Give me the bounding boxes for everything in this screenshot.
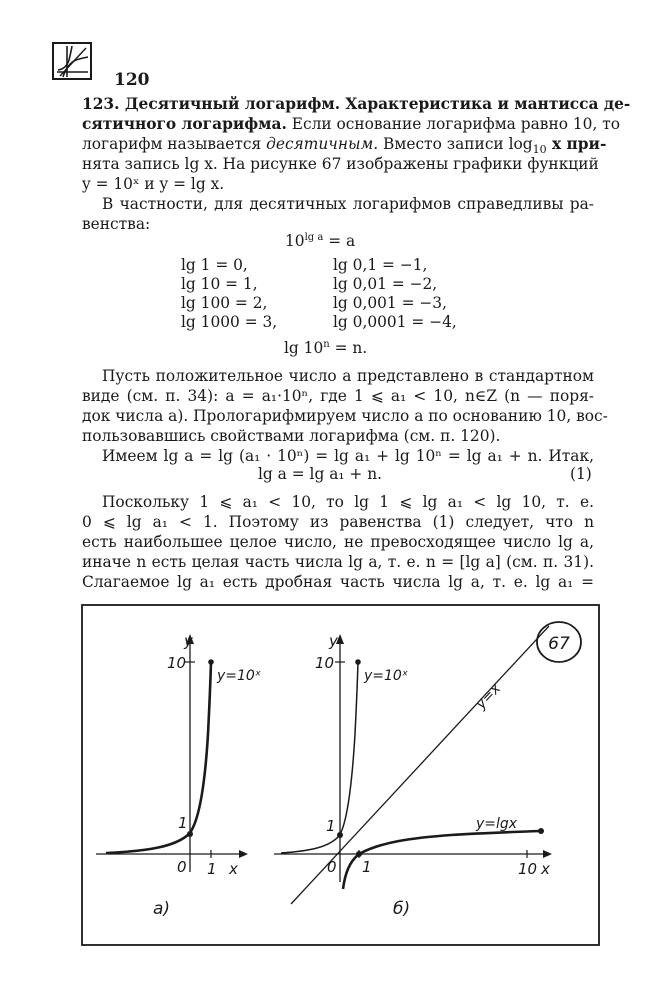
para4-text: Имеем lg a = lg (a₁ · 10ⁿ) = lg a₁ + lg 10ⁿ = lg a₁ + n. Итак, xyxy=(102,447,594,465)
right-x-axis-label: x xyxy=(541,860,550,878)
intro-text: Если основание логарифма равно 10, то xyxy=(286,115,621,133)
left-tick-x-1-label: 1 xyxy=(207,860,217,878)
eq-exponent: lg a xyxy=(304,232,324,243)
left-point-1-10 xyxy=(208,659,214,665)
right-origin-label: 0 xyxy=(327,858,337,876)
para4-line-1 xyxy=(82,446,594,466)
para5-line-2: 0 ⩽ lg a₁ < 1. Поэтому из равенства (1) следует, что n xyxy=(82,513,594,531)
right-line-label: y=x xyxy=(473,680,505,713)
para5-line-5: Слагаемое lg a₁ есть дробная часть числа lg a, т. е. lg a₁ = xyxy=(82,573,594,591)
eq-rest: = a xyxy=(323,232,356,251)
right-x-arrow-icon xyxy=(543,850,552,858)
para2-line-2: венства: xyxy=(82,215,151,233)
left-x-axis-label: x xyxy=(229,860,238,878)
left-point-0-1 xyxy=(187,831,193,837)
eq-exponent: n xyxy=(323,339,330,350)
para5-line-1 xyxy=(82,492,594,512)
para5-text: Поскольку 1 ⩽ a₁ < 10, то lg 1 ⩽ lg a₁ < lg 10, т. е. xyxy=(102,493,594,511)
right-tick-y-1-label: 1 xyxy=(326,817,336,835)
left-tick-y-10-label: 10 xyxy=(167,654,187,672)
right-y-axis-label: y xyxy=(329,632,338,650)
eq-left-3: lg 100 = 2, xyxy=(181,294,268,312)
formula-1: lg a = lg a₁ + n. xyxy=(258,465,383,483)
para2-line-1 xyxy=(82,194,594,214)
right-point-1-10 xyxy=(355,659,361,665)
right-curve-10x xyxy=(281,662,358,853)
para3-line-3: док числа a). Прологарифмируем число a по основанию 10, вос- xyxy=(82,407,608,425)
eq-left-2: lg 10 = 1, xyxy=(181,275,258,293)
right-curve-lgx-label: y=lgx xyxy=(476,816,518,832)
section-graph-logo-icon xyxy=(52,42,92,80)
section-heading-line-1: 123. Десятичный логарифм. Характеристика и мантисса де- xyxy=(82,95,631,113)
right-point-10-1 xyxy=(538,828,544,834)
right-point-1-0 xyxy=(356,851,362,857)
right-tick-x-10-label: 10 xyxy=(518,860,538,878)
equation-main xyxy=(285,228,355,251)
eq-base: lg 10 xyxy=(284,339,324,358)
para3-line-4: пользовавшись свойствами логарифма (см. п. 120). xyxy=(82,427,501,445)
para3-text: Пусть положительное число a представлено в стандартном xyxy=(102,367,594,385)
intro-text: x при- xyxy=(546,135,607,153)
eq-last xyxy=(284,335,367,358)
left-curve-label: y=10ˣ xyxy=(217,668,262,684)
para5-line-3: есть наибольшее целое число, не превосходящее число lg a, xyxy=(82,533,594,551)
para2-text: В частности, для десятичных логарифмов справедливы ра- xyxy=(102,195,594,213)
eq-right-3: lg 0,001 = −3, xyxy=(333,294,447,312)
right-curve-lgx xyxy=(343,831,541,889)
eq-right-2: lg 0,01 = −2, xyxy=(333,275,438,293)
eq-right-4: lg 0,0001 = −4, xyxy=(333,313,457,331)
left-y-axis-label: y xyxy=(184,632,193,650)
left-x-arrow-icon xyxy=(239,850,248,858)
right-curve-10x-label: y=10ˣ xyxy=(364,668,409,684)
eq-left-4: lg 1000 = 3, xyxy=(181,313,278,331)
intro-line-5: y = 10ˣ и y = lg x. xyxy=(82,175,225,193)
right-caption: б) xyxy=(393,899,411,919)
left-curve-10x xyxy=(106,662,211,853)
formula-1-number: (1) xyxy=(570,465,592,483)
right-tick-x-1-label: 1 xyxy=(362,858,372,876)
intro-line-2 xyxy=(82,114,621,134)
left-origin-label: 0 xyxy=(177,858,187,876)
intro-text: Вместо записи log xyxy=(378,135,533,153)
eq-rest: = n. xyxy=(329,339,368,358)
eq-right-1: lg 0,1 = −1, xyxy=(333,256,428,274)
intro-line-4: нята запись lg x. На рисунке 67 изображены графики функций xyxy=(82,155,599,173)
term-decimal: десятичным. xyxy=(266,135,379,153)
page-number: 120 xyxy=(114,70,150,90)
left-tick-y-1-label: 1 xyxy=(178,814,188,832)
para5-line-4: иначе n есть целая часть числа lg a, т. е. n = [lg a] (см. п. 31). xyxy=(82,553,594,571)
figure-number: 67 xyxy=(548,634,570,654)
figure-67 xyxy=(81,604,600,946)
para3-line-2: виде (см. п. 34): a = a₁·10ⁿ, где 1 ⩽ a₁ < 10, n∈Z (n — поря- xyxy=(82,387,594,405)
intro-text: логарифм называется xyxy=(82,135,267,153)
eq-left-1: lg 1 = 0, xyxy=(181,256,248,274)
log-base-subscript: 10 xyxy=(532,143,547,157)
eq-base: 10 xyxy=(285,232,305,251)
left-caption: а) xyxy=(153,899,171,919)
section-heading-line-2: сятичного логарифма. xyxy=(82,115,287,133)
para3-line-1 xyxy=(82,366,594,386)
right-tick-y-10-label: 10 xyxy=(315,654,335,672)
right-point-0-1 xyxy=(337,832,343,838)
